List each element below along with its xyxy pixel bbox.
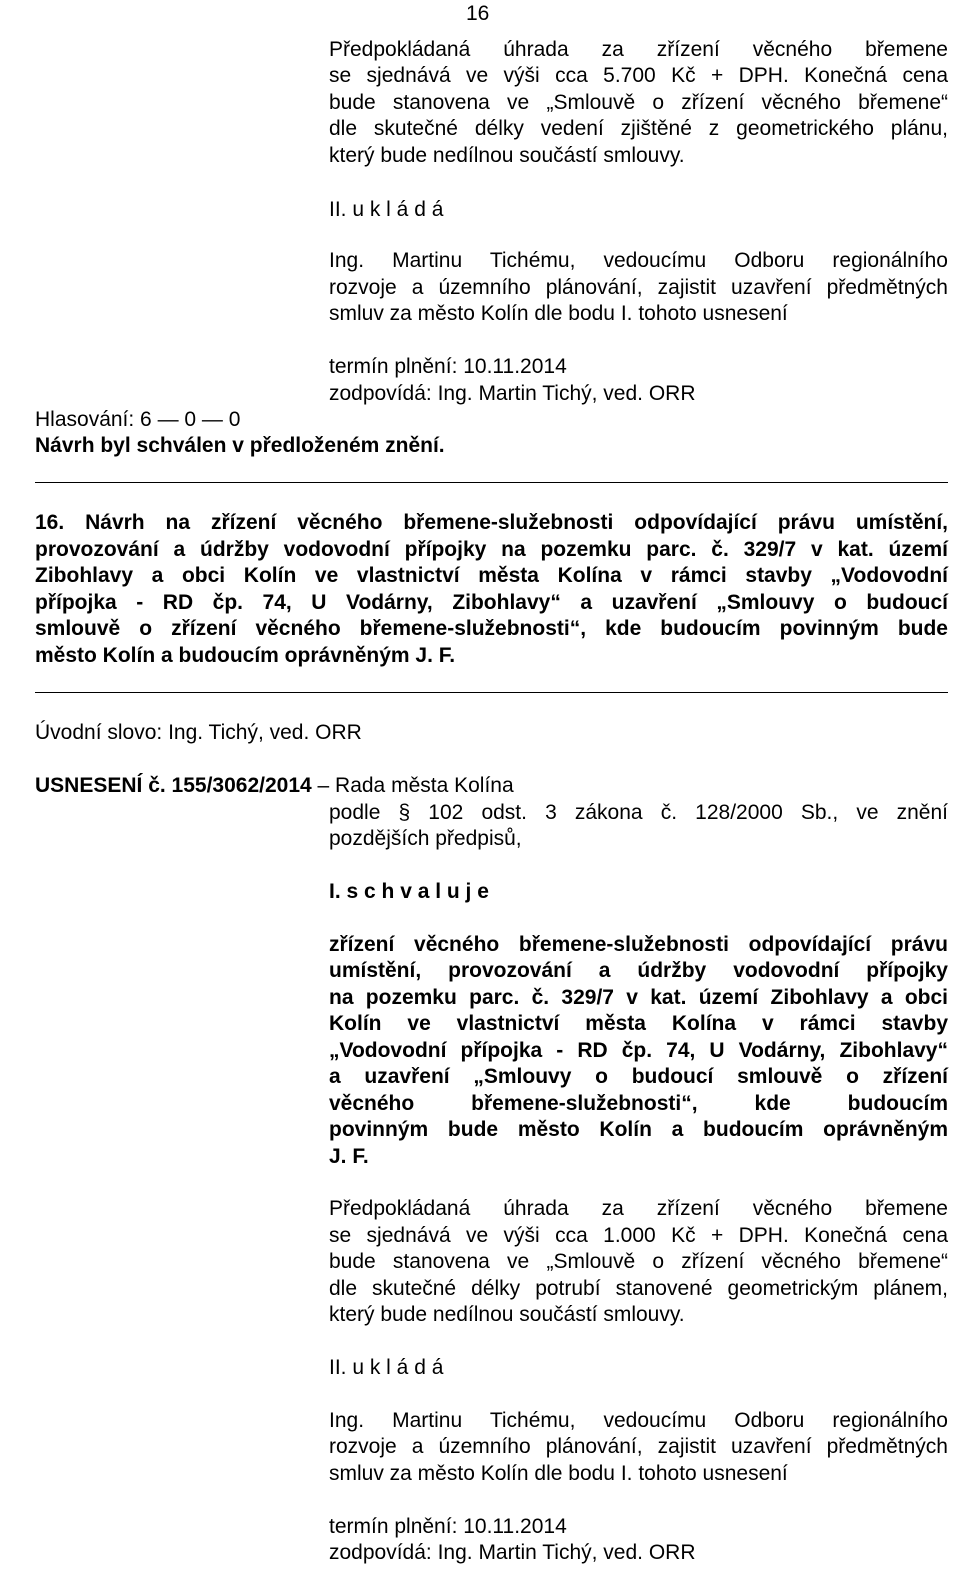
- legal-basis-line: pozdějších předpisů,: [329, 827, 522, 850]
- text-line: bude stanovena ve „Smlouvě o zřízení věcného břemene“: [329, 1250, 948, 1273]
- intro-speaker: Úvodní slovo: Ing. Tichý, ved. ORR: [35, 721, 362, 744]
- text-line: se sjednává ve výši cca 5.700 Kč + DPH. Konečná cena: [329, 64, 948, 87]
- deadline-top: termín plnění: 10.11.2014: [329, 355, 567, 378]
- page-number: 16: [466, 2, 490, 25]
- text-line: smluv za město Kolín dle bodu I. tohoto usnesení: [329, 1462, 788, 1485]
- text-line: se sjednává ve výši cca 1.000 Kč + DPH. Konečná cena: [329, 1224, 948, 1247]
- text-line: smluv za město Kolín dle bodu I. tohoto usnesení: [329, 302, 788, 325]
- heading-line: provozování a údržby vodovodní přípojky na pozemku parc. č. 329/7 v kat. území: [35, 538, 948, 561]
- legal-basis-line: podle § 102 odst. 3 zákona č. 128/2000 Sb., ve znění: [329, 801, 948, 824]
- text-line: Ing. Martinu Tichému, vedoucímu Odboru regionálního: [329, 249, 948, 272]
- text-line: povinným bude město Kolín a budoucím oprávněným: [329, 1118, 948, 1141]
- text-line: věcného břemene-služebnosti“, kde budoucím: [329, 1092, 948, 1115]
- resolution-number: USNESENÍ č. 155/3062/2014: [35, 774, 312, 797]
- ukladam-heading-top: II. u k l á d á: [329, 198, 444, 221]
- responsible-top: zodpovídá: Ing. Martin Tichý, ved. ORR: [329, 382, 696, 405]
- text-line: zřízení věcného břemene-služebnosti odpovídající právu: [329, 933, 948, 956]
- responsible: zodpovídá: Ing. Martin Tichý, ved. ORR: [329, 1541, 696, 1564]
- text-line: Kolín ve vlastnictví města Kolína v rámci stavby: [329, 1012, 948, 1035]
- text-line: rozvoje a územního plánování, zajistit uzavření předmětných: [329, 276, 948, 299]
- text-line: a uzavření „Smlouvy o budoucí smlouvě o zřízení: [329, 1065, 948, 1088]
- heading-line: smlouvě o zřízení věcného břemene-služebnosti“, kde budoucím povinným bude: [35, 617, 948, 640]
- heading-line: Zibohlavy a obci Kolín ve vlastnictví města Kolína v rámci stavby „Vodovodní: [35, 564, 948, 587]
- vote-result: Hlasování: 6 — 0 — 0: [35, 408, 241, 431]
- text-line: který bude nedílnou součástí smlouvy.: [329, 144, 685, 167]
- resolution-line: [35, 772, 514, 800]
- text-line: „Vodovodní přípojka - RD čp. 74, U Vodárny, Zibohlavy“: [329, 1039, 948, 1062]
- approval-statement: Návrh byl schválen v předloženém znění.: [35, 434, 445, 457]
- schvaluje-heading: I. s c h v a l u j e: [329, 880, 489, 903]
- deadline: termín plnění: 10.11.2014: [329, 1515, 567, 1538]
- text-line: Předpokládaná úhrada za zřízení věcného břemene: [329, 38, 948, 61]
- divider-line: [35, 482, 948, 483]
- text-line: bude stanovena ve „Smlouvě o zřízení věcného břemene“: [329, 91, 948, 114]
- ukladam-heading: II. u k l á d á: [329, 1356, 444, 1379]
- divider-line: [35, 692, 948, 693]
- heading-line: město Kolín a budoucím oprávněným J. F.: [35, 644, 456, 667]
- text-line: J. F.: [329, 1145, 369, 1168]
- text-line: Ing. Martinu Tichému, vedoucímu Odboru regionálního: [329, 1409, 948, 1432]
- heading-line: přípojka - RD čp. 74, U Vodárny, Zibohlavy“ a uzavření „Smlouvy o budoucí: [35, 591, 948, 614]
- text-line: na pozemku parc. č. 329/7 v kat. území Zibohlavy a obci: [329, 986, 948, 1009]
- text-line: Předpokládaná úhrada za zřízení věcného břemene: [329, 1197, 948, 1220]
- text-line: rozvoje a územního plánování, zajistit uzavření předmětných: [329, 1435, 948, 1458]
- resolution-body: – Rada města Kolína: [311, 774, 514, 797]
- heading-line: 16. Návrh na zřízení věcného břemene-služebnosti odpovídající právu umístění,: [35, 511, 948, 534]
- text-line: dle skutečné délky vedení zjištěné z geometrického plánu,: [329, 117, 948, 140]
- text-line: umístění, provozování a údržby vodovodní přípojky: [329, 959, 948, 982]
- text-line: dle skutečné délky potrubí stanovené geometrickým plánem,: [329, 1277, 948, 1300]
- text-line: který bude nedílnou součástí smlouvy.: [329, 1303, 685, 1326]
